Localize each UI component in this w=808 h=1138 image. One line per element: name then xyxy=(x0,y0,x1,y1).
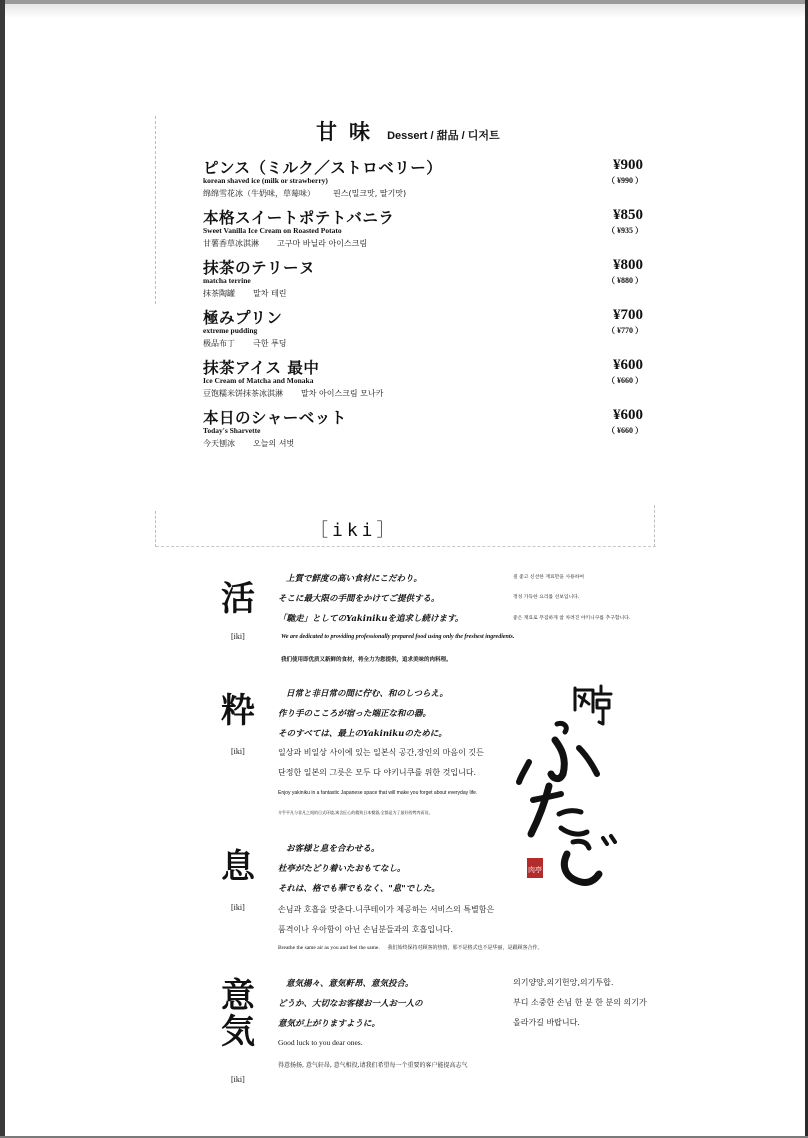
menu-item xyxy=(203,206,643,254)
title-jp: 甘味 xyxy=(316,119,382,144)
section-kanji: 活 xyxy=(221,579,255,619)
section-jp-line: それは、格でも華でもなく、"息"でした。 xyxy=(278,884,440,894)
section-en: Breathe the same air as you and feel the same. xyxy=(278,945,380,951)
item-english: extreme pudding xyxy=(203,326,258,335)
section-ko-line: 좋은 재료로 푸짐하게 참 차려진 야키니쿠를 추구합니다. xyxy=(513,616,631,621)
section-jp-line: どうか、大切なお客様お一人お一人の xyxy=(278,999,423,1009)
menu-item xyxy=(203,156,643,204)
item-price: ¥600 xyxy=(613,357,643,373)
section-cn: 我们始终保持对顾客的热情，那不是格式也不是华丽，是跟顾客合作。 xyxy=(387,945,543,951)
section-cn: 我们使用即优质又新鲜的食材，将全力为您提供，追求美味的肉料理。 xyxy=(281,657,452,663)
guide-line-left xyxy=(155,116,156,304)
item-korean: 고구마 바닐라 아이스크림 xyxy=(277,239,368,248)
item-english: korean shaved ice (milk or strawberry) xyxy=(203,176,328,185)
section-tag: [iki] xyxy=(231,747,245,756)
menu-item xyxy=(203,406,643,454)
section-kanji: 意気 xyxy=(221,976,255,1052)
section-kanji: 粋 xyxy=(221,691,255,731)
item-name: 抹茶アイス 最中 xyxy=(203,358,320,377)
section-ko-line: 손님과 호흡을 맞춘다.니쿠테이가 제공하는 서비스의 특별함은 xyxy=(278,905,495,914)
item-translations xyxy=(203,338,286,349)
item-translations xyxy=(203,288,286,299)
item-english: Today's Sharvette xyxy=(203,426,261,435)
section-jp-line: 意気が上がりますように。 xyxy=(278,1019,381,1029)
menu-item xyxy=(203,306,643,354)
section-en-row xyxy=(278,944,542,951)
item-korean: 말차 아이스크림 모나카 xyxy=(301,389,384,398)
title-subtitle: Dessert / 甜品 / 디저트 xyxy=(387,130,500,142)
item-korean: 극한 푸딩 xyxy=(253,339,287,348)
item-price: ¥700 xyxy=(613,307,643,323)
section-cn: 得意扬扬, 意气轩昂, 意气相投,请我们希望每一个重要的客户能提高志气 xyxy=(278,1062,468,1069)
section-cn: 介乎平凡与非凡之间的日式环境,寓含匠心的精致日本餐器,全都是为了最好的烤肉而设。 xyxy=(278,810,433,815)
item-translations xyxy=(203,388,383,399)
section-en: Enjoy yakiniku in a fantastic Japanese space that will make you forget about everyday life. xyxy=(278,790,478,796)
section-ko-line: 의기양양,의기헌앙,의기투합. xyxy=(513,978,614,987)
item-english: Sweet Vanilla Ice Cream on Roasted Potato xyxy=(203,226,342,235)
item-price-tax: （ ¥990 ） xyxy=(607,176,643,185)
window-left-border xyxy=(0,0,5,1138)
section-jp-line: 上質で鮮度の高い食材にこだわり。 xyxy=(286,574,423,584)
item-korean: 오늘의 셔벗 xyxy=(253,439,295,448)
item-korean: 말차 테린 xyxy=(253,289,287,298)
section-kanji: 息 xyxy=(221,847,255,887)
section-ko-line: 일상과 비일상 사이에 있는 일본식 공간,장인의 마음이 깃든 xyxy=(278,748,484,757)
section-tag: [iki] xyxy=(231,632,245,641)
section-jp-line: 杜亭がたどり着いたおもてなし。 xyxy=(278,864,406,874)
section-en: We are dedicated to providing professionally prepared food using only the freshest ingredients. xyxy=(281,634,515,640)
section-ko-line: 단정한 일본의 그릇은 모두 다 야키니쿠를 위한 것입니다. xyxy=(278,768,477,777)
section-tag: [iki] xyxy=(231,1075,245,1084)
item-translations xyxy=(203,438,294,449)
iki-section-title: ［iki］ xyxy=(310,520,399,541)
item-price-tax: （ ¥770 ） xyxy=(607,326,643,335)
page-top-shadow xyxy=(5,4,805,18)
item-price: ¥850 xyxy=(613,207,643,223)
item-name: 本日のシャーベット xyxy=(203,408,347,427)
guide-line-iki-left xyxy=(155,511,156,547)
item-translations xyxy=(203,188,406,199)
seal-text: 肉亭 xyxy=(528,866,542,874)
item-english: matcha terrine xyxy=(203,276,251,285)
item-price: ¥600 xyxy=(613,407,643,423)
section-ko-line: 질 좋고 신선한 재료만을 사용하여 xyxy=(513,575,584,580)
item-price-tax: （ ¥880 ） xyxy=(607,276,643,285)
guide-line-iki-right xyxy=(654,505,655,547)
section-jp-line: 作り手のこころが宿った端正な和の器。 xyxy=(278,709,432,719)
section-jp-line: 意気揚々、意気軒昂、意気投合。 xyxy=(286,979,414,989)
item-name: 本格スイートポテトバニラ xyxy=(203,208,395,227)
section-ko-line: 올라가길 바랍니다. xyxy=(513,1018,580,1027)
section-ko-line: 품격이나 우아함이 아닌 손님분들과의 호흡입니다. xyxy=(278,925,454,934)
item-korean: 핀스(밀크맛, 딸기맛) xyxy=(333,189,407,198)
menu-item xyxy=(203,356,643,404)
item-chinese: 抹茶陶罐 xyxy=(203,289,235,298)
section-tag: [iki] xyxy=(231,903,245,912)
item-price: ¥900 xyxy=(613,157,643,173)
section-kanji-vertical xyxy=(221,978,261,1050)
item-name: 極みプリン xyxy=(203,308,283,327)
item-translations xyxy=(203,238,367,249)
section-jp-line: 日常と非日常の間に佇む、和のしつらえ。 xyxy=(286,689,449,699)
section-jp-line: そこに最大限の手間をかけてご提供する。 xyxy=(278,594,440,604)
item-name: 抹茶のテリーヌ xyxy=(203,258,316,277)
item-chinese: 豆饱糯米饼抹茶冰淇淋 xyxy=(203,389,283,398)
brand-calligraphy-logo xyxy=(515,678,625,893)
item-price: ¥800 xyxy=(613,257,643,273)
section-jp-line: そのすべては、最上のYakinikuのために。 xyxy=(278,729,447,739)
item-chinese: 今天刨冰 xyxy=(203,439,235,448)
item-chinese: 甘薯香草冰淇淋 xyxy=(203,239,259,248)
item-chinese: 绵绵雪花冰（牛奶味，草莓味） xyxy=(203,189,315,198)
section-ko-line: 부디 소중한 손님 한 분 한 분의 의기가 xyxy=(513,998,647,1007)
item-chinese: 极品布丁 xyxy=(203,339,235,348)
page-title xyxy=(316,116,500,146)
item-price-tax: （ ¥935 ） xyxy=(607,226,643,235)
item-price-tax: （ ¥660 ） xyxy=(607,426,643,435)
menu-item xyxy=(203,256,643,304)
item-name: ピンス（ミルク／ストロベリー） xyxy=(203,158,443,177)
section-jp-line: 「馳走」としてのYakinikuを追求し続けます。 xyxy=(278,614,464,624)
section-ko-line: 정성 가득한 요리를 선보입니다. xyxy=(513,595,580,600)
section-en: Good luck to you dear ones. xyxy=(278,1038,363,1047)
iki-divider xyxy=(156,546,656,547)
item-english: Ice Cream of Matcha and Monaka xyxy=(203,376,314,385)
section-jp-line: お客様と息を合わせる。 xyxy=(286,844,380,854)
item-price-tax: （ ¥660 ） xyxy=(607,376,643,385)
